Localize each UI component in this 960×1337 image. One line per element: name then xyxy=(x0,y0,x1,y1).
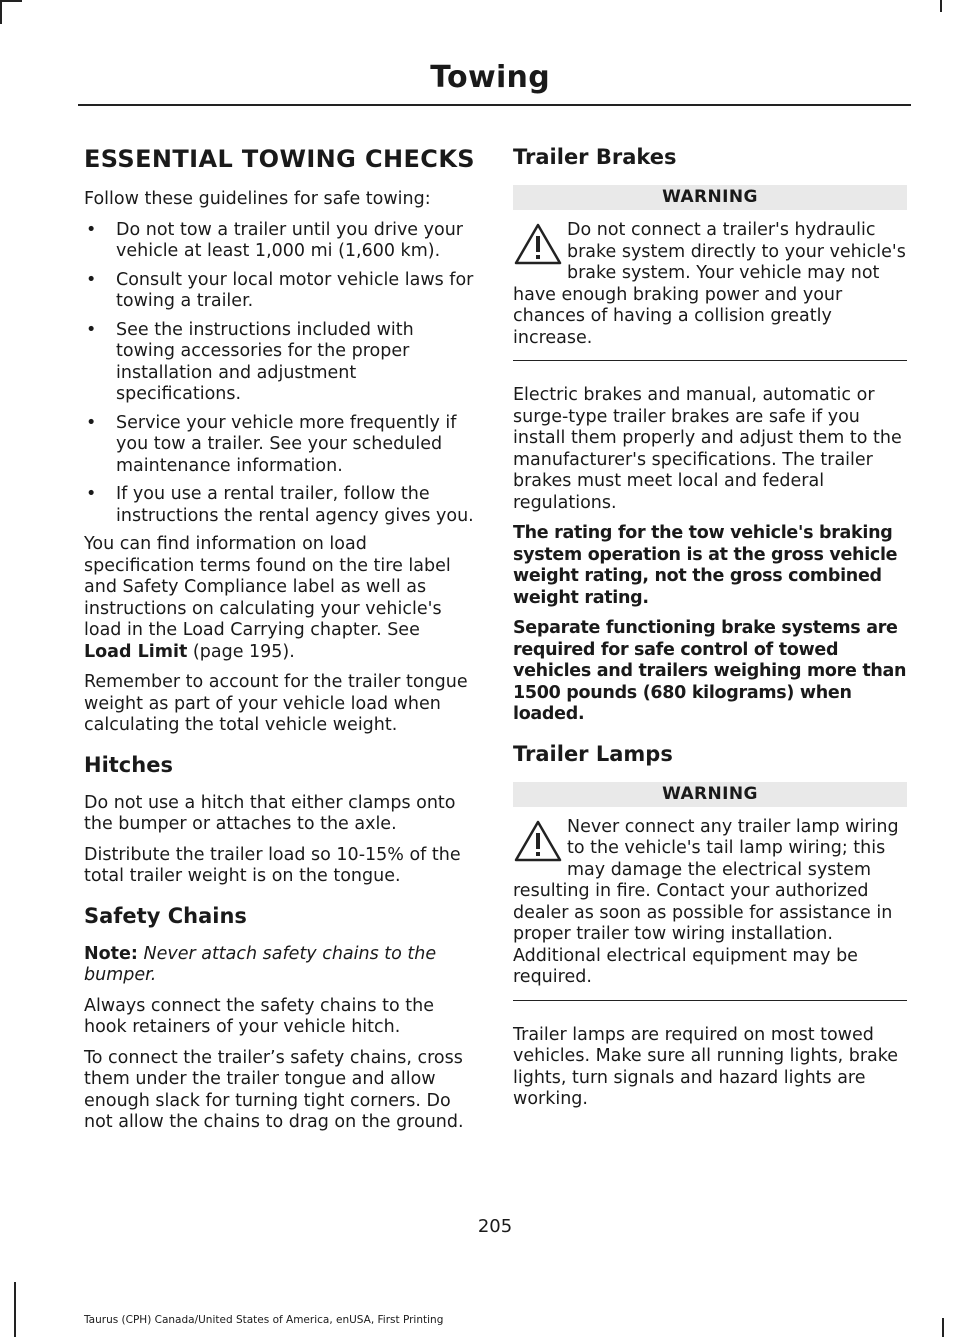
load-info-paragraph xyxy=(84,534,476,663)
warning-banner: WARNING xyxy=(513,185,907,210)
chains-paragraph: Always connect the safety chains to the hook retainers of your vehicle hitch. xyxy=(84,995,434,1037)
section-heading: ESSENTIAL TOWING CHECKS xyxy=(84,145,475,173)
brakes-paragraph: Electric brakes and manual, automatic or surge-type trailer brakes are safe if you install them properly and adjust them to the manufacturer's specifications. The trailer brakes must meet local and federal regulations. xyxy=(513,385,902,513)
list-item xyxy=(84,413,476,478)
page-number: 205 xyxy=(477,1216,513,1237)
crop-mark xyxy=(942,1318,944,1337)
load-limit-link[interactable]: Load Limit xyxy=(84,641,188,662)
list-item-text: See the instructions included with towing accessories for the proper installation and adjustment specifications. xyxy=(116,319,414,404)
brakes-bold-paragraph: Separate functioning brake systems are required for safe control of towed vehicles and trailers weighing more than 1500 pounds (680 kilograms) when loaded. xyxy=(513,618,907,724)
bullet-icon: • xyxy=(86,269,97,290)
bullet-icon: • xyxy=(86,319,97,340)
page-reference: (page 195). xyxy=(187,641,295,662)
warning-text: Never connect any trailer lamp wiring to the vehicle's tail lamp wiring; this may damage the electrical system resulting in fire. Contact your authorized dealer as soon as possible for assistance in proper trailer tow wiring installation. Additional electrical equipment may be required. xyxy=(513,816,899,987)
load-info-text: You can find information on load specification terms found on the tire label and Safety Compliance label as well as instructions on calculating your vehicle's load in the Load Carrying chapter. See xyxy=(84,534,451,640)
hitches-paragraph: Distribute the trailer load so 10-15% of the total trailer weight is on the tongue. xyxy=(84,844,461,886)
towing-checklist xyxy=(84,220,476,528)
bullet-icon: • xyxy=(86,219,97,240)
warning-banner: WARNING xyxy=(513,782,907,807)
warning-box xyxy=(513,817,907,1001)
note-text: Never attach safety chains to the bumper. xyxy=(84,943,437,985)
list-item-text: Do not tow a trailer until you drive your vehicle at least 1,000 mi (1,600 km). xyxy=(116,219,463,261)
warning-triangle-icon xyxy=(513,222,563,266)
hitches-paragraph: Do not use a hitch that either clamps onto the bumper or attaches to the axle. xyxy=(84,792,456,834)
brakes-bold-paragraph: The rating for the tow vehicle's braking system operation is at the gross vehicle weight rating, not the gross combined weight rating. xyxy=(513,523,898,608)
crop-mark xyxy=(0,0,2,24)
warning-text: Do not connect a trailer's hydraulic brake system directly to your vehicle's brake system. Your vehicle may not have enough braking power and your chances of having a collision greatly increase. xyxy=(513,220,906,348)
trailer-lamps-heading: Trailer Lamps xyxy=(513,741,673,766)
header-divider xyxy=(78,104,911,106)
list-item xyxy=(84,270,476,313)
bullet-icon: • xyxy=(86,484,97,504)
crop-mark xyxy=(14,1282,16,1337)
list-item xyxy=(84,320,476,406)
crop-mark xyxy=(0,0,22,2)
list-item xyxy=(84,484,476,527)
hitches-heading: Hitches xyxy=(84,752,173,777)
chains-paragraph: To connect the trailer’s safety chains, cross them under the trailer tongue and allow enough slack for turning tight corners. Do not allow the chains to drag on the ground. xyxy=(84,1047,464,1132)
print-info: Taurus (CPH) Canada/United States of America, enUSA, First Printing xyxy=(84,1314,444,1326)
warning-box xyxy=(513,220,907,361)
list-item xyxy=(84,220,476,263)
lamps-paragraph: Trailer lamps are required on most towed vehicles. Make sure all running lights, brake lights, turn signals and hazard lights are working. xyxy=(513,1024,899,1109)
note-paragraph xyxy=(84,944,476,987)
tongue-weight-paragraph: Remember to account for the trailer tongue weight as part of your vehicle load when calculating the total vehicle weight. xyxy=(84,672,468,735)
left-column xyxy=(84,140,476,1143)
note-label: Note: xyxy=(84,943,138,964)
crop-mark xyxy=(940,0,942,12)
list-item-text: Service your vehicle more frequently if you tow a trailer. See your scheduled maintenance information. xyxy=(116,412,457,476)
bullet-icon: • xyxy=(86,412,97,433)
intro-text: Follow these guidelines for safe towing: xyxy=(84,189,431,209)
list-item-text: If you use a rental trailer, follow the instructions the rental agency gives you. xyxy=(116,484,474,526)
safety-chains-heading: Safety Chains xyxy=(84,903,247,928)
page-title: Towing xyxy=(430,60,550,95)
warning-triangle-icon xyxy=(513,819,563,863)
trailer-brakes-heading: Trailer Brakes xyxy=(513,145,677,169)
list-item-text: Consult your local motor vehicle laws for towing a trailer. xyxy=(116,269,474,311)
right-column xyxy=(513,140,907,1120)
